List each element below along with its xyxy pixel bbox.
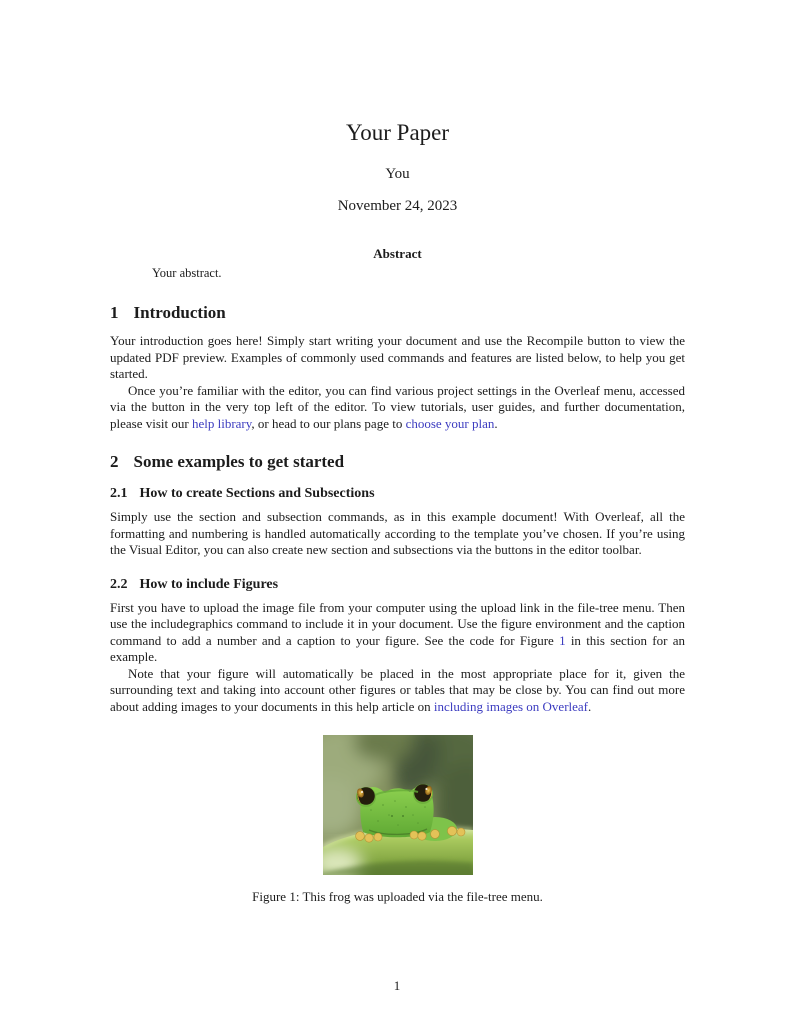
subsection-title: How to include Figures <box>139 576 279 592</box>
figure-1 <box>110 735 685 905</box>
paragraph <box>110 509 685 559</box>
frog-right-eye <box>413 784 433 804</box>
text-run: Once you’re familiar with the editor, you can find various project settings in the Overleaf menu, accessed via the button in the very top left of the editor. To view tutorials, user guides, and further documentation, please visit our <box>110 382 685 431</box>
frog-left-eye <box>355 787 375 807</box>
frog-photo <box>323 735 473 875</box>
section-number: 2 <box>110 452 119 471</box>
paper-author: You <box>385 166 410 182</box>
paragraph <box>110 666 685 716</box>
text-run: Simply use the section and subsection commands, as in this example document! With Overleaf, all the formatting and numbering is handled automatically according to the template you’ve chosen. If you’re using the Visual Editor, you can also create new section and subsections via the buttons in the editor toolbar. <box>110 509 685 557</box>
paragraph <box>110 383 685 433</box>
page-number: 1 <box>393 978 401 993</box>
subsection-heading-sections <box>110 485 685 503</box>
text-run: First you have to upload the image file from your computer using the upload link in the file-tree menu. Then use the includegraphics command to include it in your document. Use the figure environment and the caption command to add a number and a caption to your figure. See the code for Figure <box>110 599 685 648</box>
section-title: Some examples to get started <box>133 452 345 471</box>
text-run: Note that your figure will automatically be placed in the most appropriate place for it, given the surrounding text and taking into account other figures or tables that may be close by. You can find out more about adding images to your documents in this help article on <box>110 665 685 714</box>
subsection-heading-figures <box>110 576 685 594</box>
text-run: , or head to our plans page to <box>251 415 406 431</box>
hyperlink[interactable]: 1 <box>559 632 566 648</box>
paragraph <box>110 333 685 383</box>
abstract-heading: Abstract <box>373 246 422 261</box>
text-run: . <box>494 415 498 431</box>
section-heading-examples <box>110 451 685 473</box>
section-number: 1 <box>110 303 119 322</box>
text-run: . <box>588 698 592 714</box>
hyperlink[interactable]: including images on Overleaf <box>433 698 589 714</box>
paper-title: Your Paper <box>345 120 450 145</box>
paper-date: November 24, 2023 <box>337 198 458 214</box>
text-run: in this section for an example. <box>110 632 685 664</box>
section-title: Introduction <box>133 303 226 322</box>
section-heading-introduction <box>110 302 685 324</box>
subsection-number: 2.2 <box>110 576 128 592</box>
figure-caption: Figure 1: This frog was uploaded via the file-tree menu. <box>252 889 543 904</box>
paragraph <box>110 600 685 666</box>
document-content <box>110 0 685 905</box>
hyperlink[interactable]: help library <box>191 415 252 431</box>
subsection-title: How to create Sections and Subsections <box>139 486 375 501</box>
text-run: Your introduction goes here! Simply start writing your document and use the Recompile button to view the updated PDF preview. Examples of commonly used commands and features are listed below, to help you get started. <box>110 333 685 381</box>
hyperlink[interactable]: choose your plan <box>405 415 495 431</box>
abstract-text: Your abstract. <box>152 266 222 280</box>
subsection-number: 2.1 <box>110 486 128 501</box>
